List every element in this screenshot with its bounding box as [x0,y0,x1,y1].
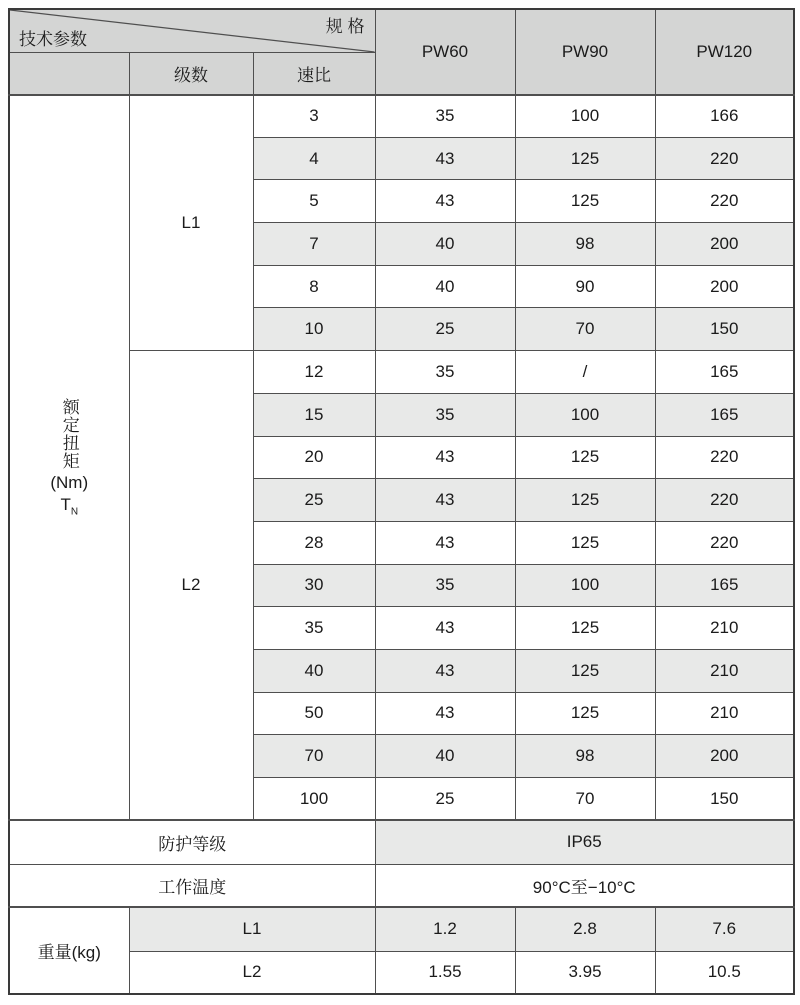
value-cell: 125 [515,180,655,223]
value-cell: 210 [655,607,794,650]
param-label: 技术参数 [19,30,87,49]
weight-stage-l1: L1 [129,907,375,951]
torque-unit: (Nm) [50,472,89,492]
value-cell: 165 [655,351,794,394]
value-cell: 98 [515,223,655,266]
temperature-label: 工作温度 [9,864,375,907]
weight-value: 1.2 [375,907,515,951]
value-cell: 35 [375,95,515,138]
value-cell: 43 [375,436,515,479]
ratio-cell: 15 [253,393,375,436]
table-row [9,95,794,138]
header-row-1 [9,9,794,53]
value-cell: 220 [655,180,794,223]
ratio-cell: 30 [253,564,375,607]
ratio-cell: 5 [253,180,375,223]
ratio-cell: 35 [253,607,375,650]
value-cell: 150 [655,308,794,351]
protection-label: 防护等级 [9,820,375,864]
value-cell: 125 [515,649,655,692]
value-cell: 25 [375,308,515,351]
torque-label: 额定扭矩 [59,397,79,470]
ratio-cell: 40 [253,649,375,692]
diagonal-split [10,10,375,52]
value-cell: 90 [515,265,655,308]
value-cell: 100 [515,564,655,607]
value-cell: 220 [655,436,794,479]
value-cell: 43 [375,479,515,522]
torque-symbol: $T_N$ [60,494,79,518]
spec-label: 规 格 [325,17,365,36]
model-header-pw120: PW120 [655,9,794,95]
weight-stage-l2: L2 [129,951,375,994]
ratio-cell: 12 [253,351,375,394]
value-cell: 220 [655,521,794,564]
temperature-value: 90°C至−10°C [375,864,794,907]
value-cell: 25 [375,778,515,821]
value-cell: 210 [655,649,794,692]
ratio-cell: 25 [253,479,375,522]
value-cell: 165 [655,393,794,436]
value-cell: 200 [655,265,794,308]
corner-cell [9,9,375,53]
value-cell: 40 [375,223,515,266]
ratio-cell: 4 [253,137,375,180]
value-cell: 220 [655,137,794,180]
value-cell: 35 [375,564,515,607]
value-cell: 98 [515,735,655,778]
value-cell: 125 [515,692,655,735]
value-cell: 125 [515,521,655,564]
weight-value: 10.5 [655,951,794,994]
value-cell: 200 [655,223,794,266]
weight-label: 重量(kg) [9,907,129,994]
ratio-cell: 100 [253,778,375,821]
value-cell: 150 [655,778,794,821]
ratio-cell: 8 [253,265,375,308]
value-cell: 125 [515,137,655,180]
ratio-cell: 7 [253,223,375,266]
model-header-pw60: PW60 [375,9,515,95]
weight-row-l1 [9,907,794,951]
weight-value: 1.55 [375,951,515,994]
ratio-cell: 10 [253,308,375,351]
value-cell: 100 [515,393,655,436]
value-cell: 43 [375,180,515,223]
value-cell: 43 [375,521,515,564]
stage-cell-l2: L2 [129,351,253,821]
value-cell: 43 [375,692,515,735]
weight-value: 7.6 [655,907,794,951]
stage-header: 级数 [129,53,253,95]
ratio-header: 速比 [253,53,375,95]
ratio-cell: 50 [253,692,375,735]
value-cell: 35 [375,351,515,394]
corner-sub-cell [9,53,129,95]
protection-value: IP65 [375,820,794,864]
stage-cell-l1: L1 [129,95,253,351]
value-cell: 70 [515,778,655,821]
ratio-cell: 70 [253,735,375,778]
value-cell: 220 [655,479,794,522]
spec-table-sheet [8,8,795,995]
value-cell: 100 [515,95,655,138]
value-cell: 166 [655,95,794,138]
ratio-cell: 28 [253,521,375,564]
ratio-cell: 20 [253,436,375,479]
value-cell: 43 [375,607,515,650]
temperature-row [9,864,794,907]
value-cell: 40 [375,735,515,778]
model-header-pw90: PW90 [515,9,655,95]
ratio-cell: 3 [253,95,375,138]
value-cell: 43 [375,649,515,692]
value-cell: 40 [375,265,515,308]
value-cell: 43 [375,137,515,180]
value-cell: 35 [375,393,515,436]
value-cell: 125 [515,607,655,650]
spec-table [8,8,795,995]
value-cell: 125 [515,436,655,479]
value-cell: 210 [655,692,794,735]
torque-label-cell [9,95,129,821]
value-cell: 125 [515,479,655,522]
weight-value: 3.95 [515,951,655,994]
value-cell: 165 [655,564,794,607]
value-cell: 200 [655,735,794,778]
weight-value: 2.8 [515,907,655,951]
value-cell: 70 [515,308,655,351]
protection-row [9,820,794,864]
value-cell: / [515,351,655,394]
